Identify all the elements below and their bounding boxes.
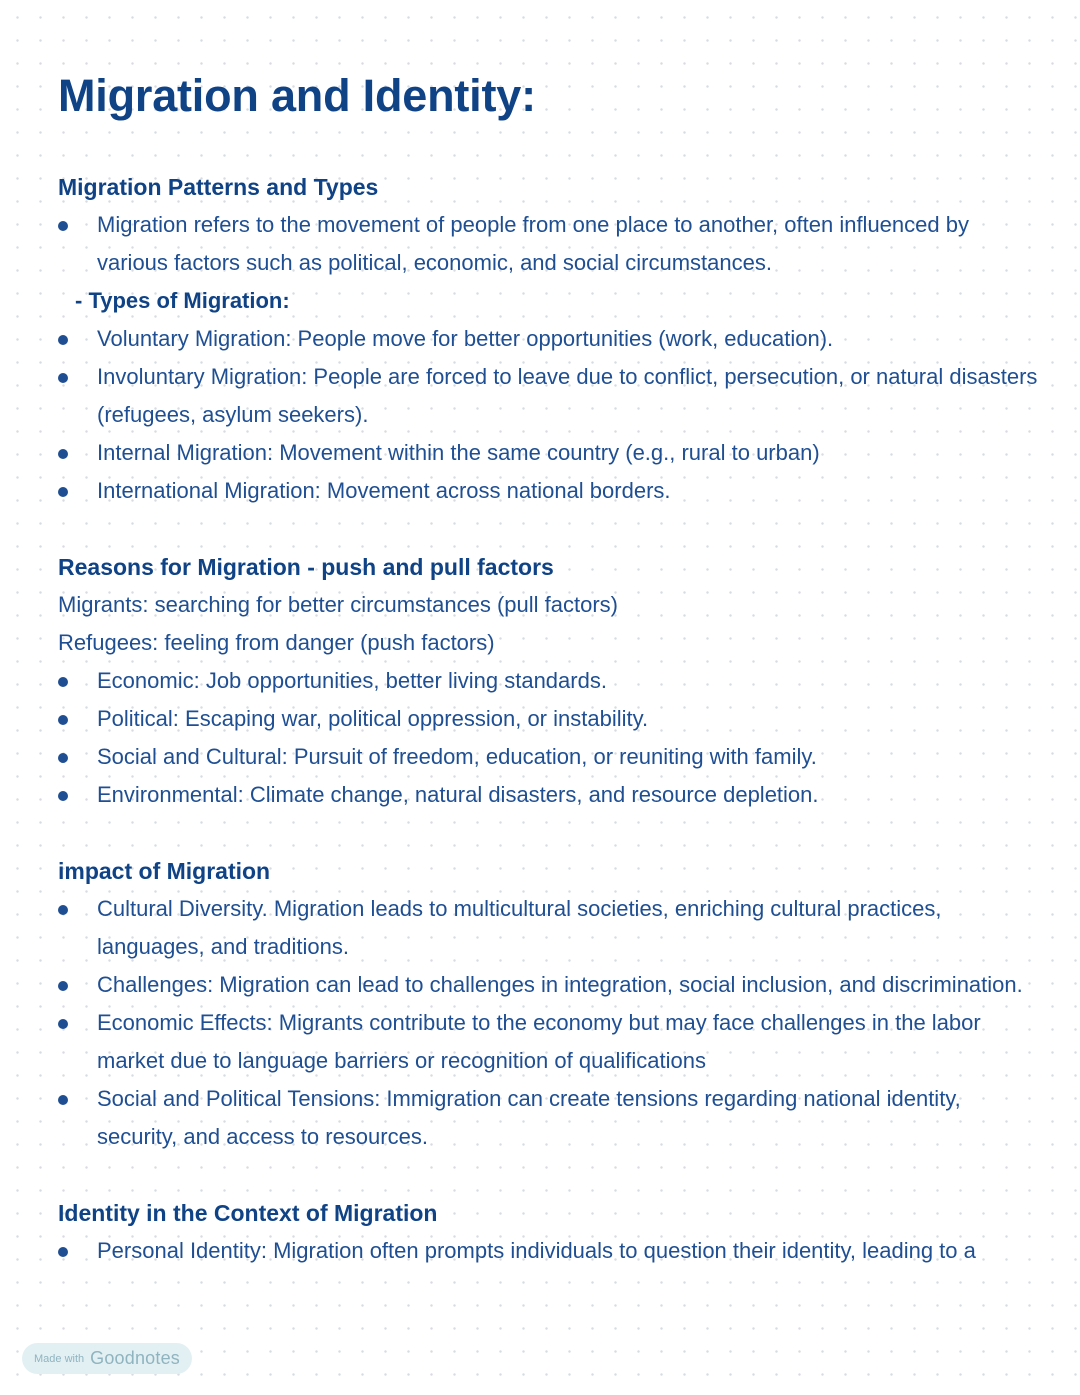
list-item-text: Environmental: Climate change, natural disasters, and resource depletion. [97, 782, 819, 807]
goodnotes-logo: Goodnotes [90, 1348, 181, 1368]
list-item [58, 320, 1038, 358]
list-item [58, 966, 1038, 1004]
list-item-text: Personal Identity: Migration often prompts individuals to question their identity, leading to a [97, 1238, 976, 1263]
made-with-goodnotes-badge[interactable] [22, 1343, 192, 1374]
bullet-icon [58, 449, 68, 459]
text-line: Refugees: feeling from danger (push factors) [58, 630, 495, 655]
list-item [58, 776, 1038, 814]
list-item-text: International Migration: Movement across national borders. [97, 478, 671, 503]
section-heading: impact of Migration [58, 858, 271, 884]
list-item-text: Political: Escaping war, political oppression, or instability. [97, 706, 649, 731]
bullet-icon [58, 221, 68, 231]
list-item-text: Challenges: Migration can lead to challenges in integration, social inclusion, and discrimination. [97, 972, 1023, 997]
section-identity [58, 1194, 1038, 1270]
bullet-list [58, 662, 1038, 814]
list-item [58, 700, 1038, 738]
bullet-icon [58, 1095, 68, 1105]
list-item [58, 358, 1038, 434]
list-item-text: Cultural Diversity. Migration leads to multicultural societies, enriching cultural practices, languages, and traditions. [97, 896, 942, 959]
list-item-text: Migration refers to the movement of people from one place to another, often influenced by various factors such as political, economic, and social circumstances. [97, 212, 969, 275]
bullet-list [58, 1232, 1038, 1270]
list-item [58, 1080, 1038, 1156]
section-reasons [58, 548, 1038, 814]
list-item [58, 1004, 1038, 1080]
bullet-list [58, 320, 1038, 510]
section-patterns [58, 168, 1038, 510]
list-item-text: Internal Migration: Movement within the same country (e.g., rural to urban) [97, 440, 820, 465]
list-item [58, 1232, 1038, 1270]
bullet-icon [58, 791, 68, 801]
section-heading: Identity in the Context of Migration [58, 1200, 438, 1226]
bullet-icon [58, 981, 68, 991]
bullet-icon [58, 487, 68, 497]
list-item-text: Social and Cultural: Pursuit of freedom, education, or reuniting with family. [97, 744, 817, 769]
note-page [58, 68, 1038, 1308]
bullet-icon [58, 373, 68, 383]
bullet-icon [58, 753, 68, 763]
bullet-icon [58, 905, 68, 915]
subheading: - Types of Migration: [75, 288, 290, 313]
section-heading: Migration Patterns and Types [58, 174, 379, 200]
list-item [58, 434, 1038, 472]
list-item [58, 472, 1038, 510]
page-title: Migration and Identity: [58, 70, 536, 121]
list-item [58, 662, 1038, 700]
bullet-list [58, 206, 1038, 282]
list-item [58, 738, 1038, 776]
made-with-label: Made with [34, 1352, 85, 1365]
list-item [58, 206, 1038, 282]
list-item-text: Economic: Job opportunities, better living standards. [97, 668, 607, 693]
bullet-icon [58, 1019, 68, 1029]
bullet-list [58, 890, 1038, 1156]
text-line: Migrants: searching for better circumstances (pull factors) [58, 592, 618, 617]
section-impact [58, 852, 1038, 1156]
list-item-text: Social and Political Tensions: Immigration can create tensions regarding national identity, security, and access to resources. [97, 1086, 961, 1149]
bullet-icon [58, 1247, 68, 1257]
bullet-icon [58, 677, 68, 687]
list-item-text: Involuntary Migration: People are forced to leave due to conflict, persecution, or natural disasters (refugees, asylum seekers). [97, 364, 1038, 427]
list-item-text: Voluntary Migration: People move for better opportunities (work, education). [97, 326, 834, 351]
section-heading: Reasons for Migration - push and pull factors [58, 554, 554, 580]
list-item-text: Economic Effects: Migrants contribute to the economy but may face challenges in the labor market due to language barriers or recognition of qualifications [97, 1010, 981, 1073]
bullet-icon [58, 335, 68, 345]
bullet-icon [58, 715, 68, 725]
list-item [58, 890, 1038, 966]
